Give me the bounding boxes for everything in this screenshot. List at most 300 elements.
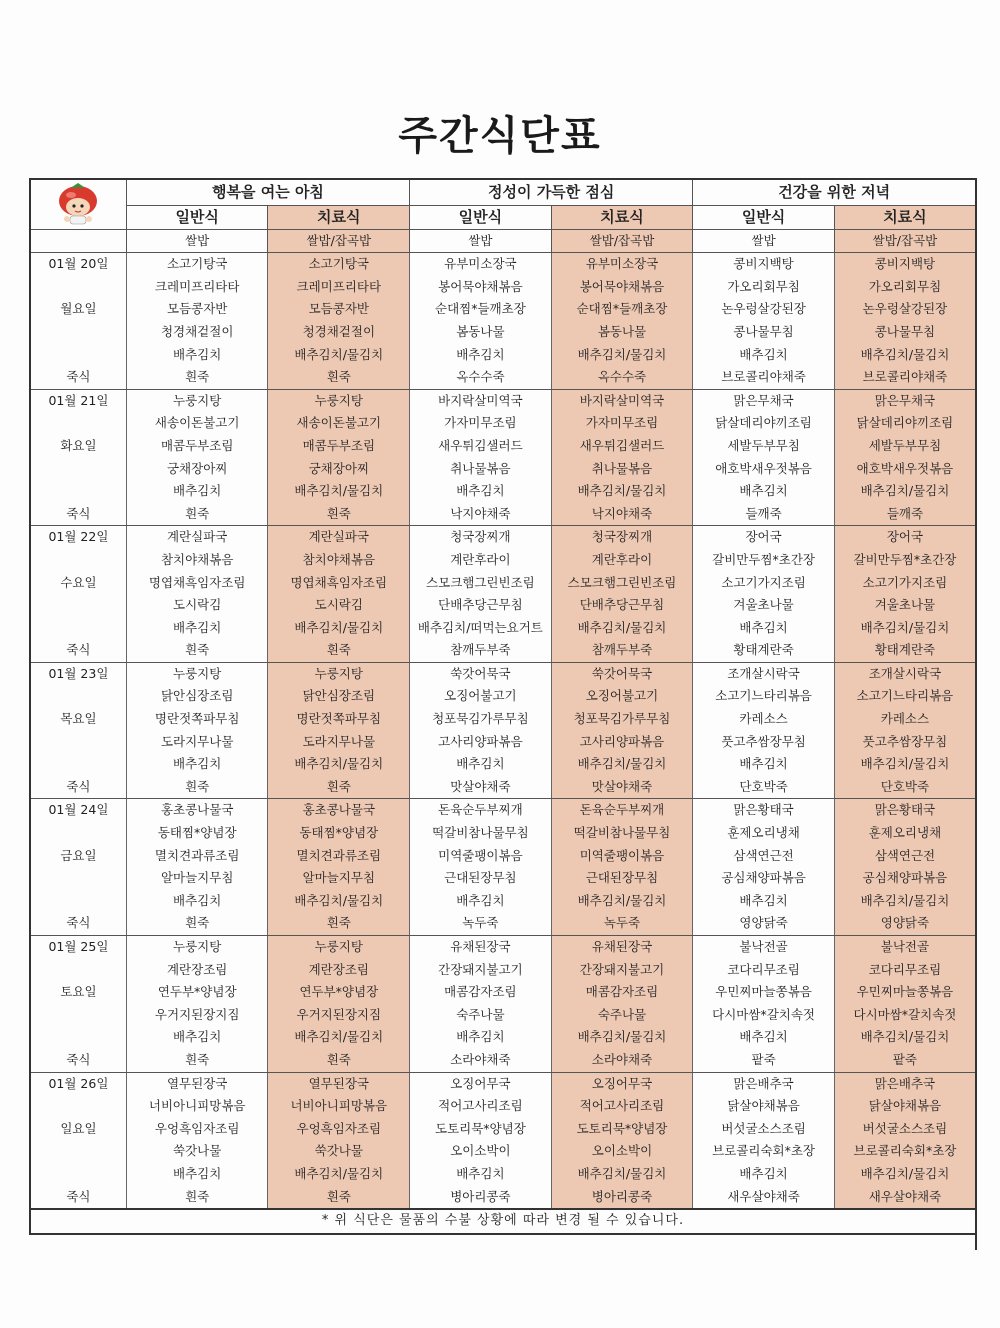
day-cell-empty <box>30 685 126 708</box>
menu-row <box>30 1004 976 1027</box>
menu-item-therapeutic: 궁채장아찌 <box>268 458 410 481</box>
menu-item-therapeutic: 공심채양파볶음 <box>834 867 976 890</box>
menu-item-general: 쑥갓어묵국 <box>410 662 552 685</box>
menu-item-general: 장어국 <box>693 526 835 549</box>
menu-item-general: 흰죽 <box>126 639 268 662</box>
menu-row <box>30 298 976 321</box>
menu-item-therapeutic: 병아리콩죽 <box>551 1186 693 1210</box>
menu-item-general: 닭살데리야끼조림 <box>693 412 835 435</box>
menu-item-general: 세발두부무침 <box>693 435 835 458</box>
menu-item-therapeutic: 오이소박이 <box>551 1140 693 1163</box>
day-weekday: 일요일 <box>30 1118 126 1141</box>
menu-row <box>30 503 976 526</box>
rice-cell: 쌀밥 <box>126 229 268 253</box>
menu-item-general: 쑥갓나물 <box>126 1140 268 1163</box>
menu-row <box>30 776 976 799</box>
porridge-label: 죽식 <box>30 776 126 799</box>
menu-item-general: 배추김치 <box>693 890 835 913</box>
porridge-label: 죽식 <box>30 912 126 935</box>
menu-item-therapeutic: 명란젓쪽파무침 <box>268 708 410 731</box>
menu-item-therapeutic: 너비아니피망볶음 <box>268 1095 410 1118</box>
menu-item-general: 배추김치 <box>410 344 552 367</box>
menu-item-general: 오징어무국 <box>410 1072 552 1095</box>
day-cell-empty <box>30 549 126 572</box>
menu-item-general: 소고기탕국 <box>126 253 268 276</box>
menu-item-general: 흰죽 <box>126 776 268 799</box>
menu-item-general: 소고기가지조림 <box>693 572 835 595</box>
menu-item-therapeutic: 배추김치/물김치 <box>268 617 410 640</box>
day-date: 01월 25일 <box>30 936 126 959</box>
menu-item-general: 멸치견과류조림 <box>126 845 268 868</box>
menu-item-general: 봉어묵야채볶음 <box>410 276 552 299</box>
menu-item-general: 삼색연근전 <box>693 845 835 868</box>
menu-item-therapeutic: 계란실파국 <box>268 526 410 549</box>
menu-item-therapeutic: 고사리양파볶음 <box>551 731 693 754</box>
diet-type-therapeutic: 치료식 <box>551 206 693 230</box>
day-cell-empty <box>30 753 126 776</box>
menu-item-therapeutic: 배추김치/물김치 <box>834 1026 976 1049</box>
rice-cell: 쌀밥/잡곡밥 <box>551 229 693 253</box>
menu-item-general: 갈비만두찜*초간장 <box>693 549 835 572</box>
menu-item-general: 크레미프리타타 <box>126 276 268 299</box>
menu-item-therapeutic: 순대찜*들깨초장 <box>551 298 693 321</box>
menu-item-therapeutic: 누룽지탕 <box>268 662 410 685</box>
menu-row <box>30 867 976 890</box>
menu-item-therapeutic: 흰죽 <box>268 366 410 389</box>
day-weekday: 목요일 <box>30 708 126 731</box>
menu-item-general: 근대된장무침 <box>410 867 552 890</box>
footnote: * 위 식단은 물품의 수불 상황에 따라 변경 될 수 있습니다. <box>30 1209 976 1234</box>
menu-item-therapeutic: 들깨죽 <box>834 503 976 526</box>
menu-item-general: 배추김치 <box>693 617 835 640</box>
menu-row <box>30 1118 976 1141</box>
menu-item-general: 소고기느타리볶음 <box>693 685 835 708</box>
menu-item-general: 배추김치 <box>693 480 835 503</box>
menu-item-therapeutic: 유채된장국 <box>551 936 693 959</box>
menu-item-therapeutic: 적어고사리조림 <box>551 1095 693 1118</box>
menu-item-general: 매콤두부조림 <box>126 435 268 458</box>
menu-item-therapeutic: 동태찜*양념장 <box>268 822 410 845</box>
menu-row <box>30 1186 976 1210</box>
menu-item-therapeutic: 매콤두부조림 <box>268 435 410 458</box>
menu-item-general: 브로콜리숙회*초장 <box>693 1140 835 1163</box>
menu-item-general: 명엽채흑임자조림 <box>126 572 268 595</box>
menu-item-general: 황태계란죽 <box>693 639 835 662</box>
menu-item-therapeutic: 소고기느타리볶음 <box>834 685 976 708</box>
rice-row-label <box>30 229 126 253</box>
menu-item-therapeutic: 도토리묵*양념장 <box>551 1118 693 1141</box>
menu-item-therapeutic: 브로콜리숙회*초장 <box>834 1140 976 1163</box>
edge-mark <box>975 1228 977 1250</box>
diet-type-therapeutic: 치료식 <box>268 206 410 230</box>
menu-row <box>30 389 976 412</box>
menu-item-therapeutic: 오징어불고기 <box>551 685 693 708</box>
menu-item-general: 명란젓쪽파무침 <box>126 708 268 731</box>
day-date: 01월 23일 <box>30 662 126 685</box>
menu-row <box>30 435 976 458</box>
menu-item-general: 청포묵김가루무침 <box>410 708 552 731</box>
day-cell-empty <box>30 1095 126 1118</box>
menu-item-therapeutic: 배추김치/물김치 <box>834 1163 976 1186</box>
menu-row <box>30 799 976 822</box>
menu-item-general: 흰죽 <box>126 912 268 935</box>
menu-row <box>30 890 976 913</box>
day-cell-empty <box>30 412 126 435</box>
menu-row <box>30 572 976 595</box>
menu-item-therapeutic: 배추김치/물김치 <box>268 1163 410 1186</box>
menu-item-general: 알마늘지무침 <box>126 867 268 890</box>
day-weekday: 토요일 <box>30 981 126 1004</box>
menu-item-general: 가자미무조림 <box>410 412 552 435</box>
menu-item-therapeutic: 우엉흑임자조림 <box>268 1118 410 1141</box>
menu-item-general: 도시락김 <box>126 594 268 617</box>
menu-item-general: 누룽지탕 <box>126 389 268 412</box>
menu-item-general: 유채된장국 <box>410 936 552 959</box>
menu-row <box>30 845 976 868</box>
menu-item-general: 배추김치 <box>126 480 268 503</box>
menu-item-general: 들깨죽 <box>693 503 835 526</box>
menu-item-therapeutic: 배추김치/물김치 <box>551 1163 693 1186</box>
day-date: 01월 24일 <box>30 799 126 822</box>
day-date: 01월 20일 <box>30 253 126 276</box>
menu-row <box>30 981 976 1004</box>
menu-item-general: 배추김치 <box>126 1026 268 1049</box>
menu-item-therapeutic: 닭안심장조림 <box>268 685 410 708</box>
menu-item-therapeutic: 돈육순두부찌개 <box>551 799 693 822</box>
menu-item-therapeutic: 배추김치/물김치 <box>551 617 693 640</box>
menu-item-general: 카레소스 <box>693 708 835 731</box>
rice-cell: 쌀밥 <box>693 229 835 253</box>
menu-item-therapeutic: 배추김치/물김치 <box>551 1026 693 1049</box>
menu-item-therapeutic: 단호박죽 <box>834 776 976 799</box>
menu-item-therapeutic: 배추김치/물김치 <box>268 753 410 776</box>
menu-item-general: 모듬콩자반 <box>126 298 268 321</box>
menu-item-general: 낙지야채죽 <box>410 503 552 526</box>
menu-item-therapeutic: 조개살시락국 <box>834 662 976 685</box>
menu-item-therapeutic: 연두부*양념장 <box>268 981 410 1004</box>
menu-item-general: 새송이돈불고기 <box>126 412 268 435</box>
menu-item-general: 흰죽 <box>126 503 268 526</box>
menu-item-general: 적어고사리조림 <box>410 1095 552 1118</box>
menu-item-therapeutic: 맑은배추국 <box>834 1072 976 1095</box>
menu-item-general: 너비아니피망볶음 <box>126 1095 268 1118</box>
menu-item-therapeutic: 매콤감자조림 <box>551 981 693 1004</box>
menu-item-therapeutic: 흰죽 <box>268 776 410 799</box>
menu-item-therapeutic: 취나물볶음 <box>551 458 693 481</box>
menu-item-general: 오징어불고기 <box>410 685 552 708</box>
porridge-label: 죽식 <box>30 1186 126 1210</box>
menu-item-general: 계란실파국 <box>126 526 268 549</box>
menu-item-therapeutic: 배추김치/물김치 <box>268 480 410 503</box>
menu-row <box>30 276 976 299</box>
rice-row <box>30 229 976 253</box>
menu-item-therapeutic: 청국장찌개 <box>551 526 693 549</box>
menu-item-general: 불낙전골 <box>693 936 835 959</box>
day-cell-empty <box>30 890 126 913</box>
rice-cell: 쌀밥 <box>410 229 552 253</box>
menu-item-therapeutic: 명엽채흑임자조림 <box>268 572 410 595</box>
menu-item-therapeutic: 맑은황태국 <box>834 799 976 822</box>
menu-item-therapeutic: 배추김치/물김치 <box>551 480 693 503</box>
menu-item-general: 맑은무채국 <box>693 389 835 412</box>
menu-item-therapeutic: 삼색연근전 <box>834 845 976 868</box>
menu-item-therapeutic: 갈비만두찜*초간장 <box>834 549 976 572</box>
menu-item-therapeutic: 배추김치/물김치 <box>834 617 976 640</box>
footnote-row <box>30 1209 976 1234</box>
menu-item-therapeutic: 쑥갓어묵국 <box>551 662 693 685</box>
menu-item-general: 간장돼지불고기 <box>410 959 552 982</box>
menu-item-general: 청국장찌개 <box>410 526 552 549</box>
menu-item-therapeutic: 카레소스 <box>834 708 976 731</box>
day-cell-empty <box>30 1004 126 1027</box>
menu-item-general: 공심채양파볶음 <box>693 867 835 890</box>
menu-item-general: 병아리콩죽 <box>410 1186 552 1210</box>
menu-item-therapeutic: 코다리무조림 <box>834 959 976 982</box>
menu-row <box>30 753 976 776</box>
menu-item-general: 옥수수죽 <box>410 366 552 389</box>
menu-item-therapeutic: 영양닭죽 <box>834 912 976 935</box>
menu-item-general: 배추김치 <box>126 753 268 776</box>
menu-item-therapeutic: 멸치견과류조림 <box>268 845 410 868</box>
menu-item-therapeutic: 오징어무국 <box>551 1072 693 1095</box>
rice-cell: 쌀밥/잡곡밥 <box>268 229 410 253</box>
menu-row <box>30 639 976 662</box>
menu-row <box>30 685 976 708</box>
menu-item-therapeutic: 흰죽 <box>268 1049 410 1072</box>
day-cell-empty <box>30 617 126 640</box>
menu-item-therapeutic: 도라지무나물 <box>268 731 410 754</box>
menu-item-general: 돈육순두부찌개 <box>410 799 552 822</box>
menu-item-therapeutic: 홍초콩나물국 <box>268 799 410 822</box>
menu-item-therapeutic: 배추김치/물김치 <box>834 344 976 367</box>
menu-item-therapeutic: 닭살야채볶음 <box>834 1095 976 1118</box>
menu-item-therapeutic: 새우튀김샐러드 <box>551 435 693 458</box>
menu-item-general: 배추김치 <box>693 753 835 776</box>
menu-item-therapeutic: 참깨두부죽 <box>551 639 693 662</box>
diet-type-row <box>30 206 976 230</box>
menu-item-therapeutic: 배추김치/물김치 <box>551 890 693 913</box>
menu-item-general: 풋고추쌈장무침 <box>693 731 835 754</box>
menu-item-therapeutic: 버섯굴소스조림 <box>834 1118 976 1141</box>
menu-item-general: 팥죽 <box>693 1049 835 1072</box>
menu-item-general: 배추김치 <box>126 344 268 367</box>
day-cell-empty <box>30 1026 126 1049</box>
menu-item-general: 브로콜리야채죽 <box>693 366 835 389</box>
menu-row <box>30 617 976 640</box>
menu-item-general: 고사리양파볶음 <box>410 731 552 754</box>
menu-item-therapeutic: 배추김치/물김치 <box>834 890 976 913</box>
menu-item-therapeutic: 흰죽 <box>268 912 410 935</box>
menu-item-general: 겨울초나물 <box>693 594 835 617</box>
menu-item-therapeutic: 배추김치/물김치 <box>834 480 976 503</box>
menu-item-general: 다시마쌈*갈치속젓 <box>693 1004 835 1027</box>
day-weekday: 화요일 <box>30 435 126 458</box>
menu-row <box>30 1163 976 1186</box>
menu-item-therapeutic: 장어국 <box>834 526 976 549</box>
menu-row <box>30 526 976 549</box>
meal-header-row <box>30 179 976 206</box>
menu-item-general: 동태찜*양념장 <box>126 822 268 845</box>
menu-item-therapeutic: 소고기가지조림 <box>834 572 976 595</box>
menu-item-therapeutic: 팥죽 <box>834 1049 976 1072</box>
menu-item-general: 흰죽 <box>126 1049 268 1072</box>
menu-item-therapeutic: 다시마쌈*갈치속젓 <box>834 1004 976 1027</box>
menu-row <box>30 366 976 389</box>
menu-item-general: 영양닭죽 <box>693 912 835 935</box>
menu-item-general: 미역줄팽이볶음 <box>410 845 552 868</box>
menu-item-general: 계란장조림 <box>126 959 268 982</box>
menu-item-therapeutic: 낙지야채죽 <box>551 503 693 526</box>
menu-row <box>30 912 976 935</box>
day-weekday: 수요일 <box>30 572 126 595</box>
menu-item-general: 배추김치 <box>410 1163 552 1186</box>
menu-item-therapeutic: 떡갈비참나물무침 <box>551 822 693 845</box>
menu-item-therapeutic: 흰죽 <box>268 1186 410 1210</box>
day-weekday: 월요일 <box>30 298 126 321</box>
menu-item-general: 유부미소장국 <box>410 253 552 276</box>
menu-item-therapeutic: 간장돼지불고기 <box>551 959 693 982</box>
menu-item-therapeutic: 배추김치/물김치 <box>268 1026 410 1049</box>
menu-item-therapeutic: 새송이돈불고기 <box>268 412 410 435</box>
menu-item-general: 배추김치 <box>410 1026 552 1049</box>
tomato-mascot-icon <box>53 181 103 227</box>
menu-item-therapeutic: 소고기탕국 <box>268 253 410 276</box>
menu-item-general: 도토리묵*양념장 <box>410 1118 552 1141</box>
menu-item-general: 연두부*양념장 <box>126 981 268 1004</box>
menu-item-therapeutic: 닭살데리야끼조림 <box>834 412 976 435</box>
menu-row <box>30 708 976 731</box>
porridge-label: 죽식 <box>30 639 126 662</box>
diet-type-therapeutic: 치료식 <box>834 206 976 230</box>
day-cell-empty <box>30 276 126 299</box>
menu-row <box>30 1095 976 1118</box>
menu-item-therapeutic: 훈제오리냉채 <box>834 822 976 845</box>
page-title: 주간식단표 <box>398 113 602 159</box>
menu-item-general: 누룽지탕 <box>126 936 268 959</box>
menu-item-therapeutic: 맑은무채국 <box>834 389 976 412</box>
menu-item-general: 배추김치 <box>126 1163 268 1186</box>
menu-row <box>30 936 976 959</box>
menu-row <box>30 731 976 754</box>
diet-type-general: 일반식 <box>126 206 268 230</box>
menu-item-general: 떡갈비참나물무침 <box>410 822 552 845</box>
menu-item-therapeutic: 녹두죽 <box>551 912 693 935</box>
menu-item-general: 홍초콩나물국 <box>126 799 268 822</box>
menu-item-therapeutic: 모듬콩자반 <box>268 298 410 321</box>
day-cell-empty <box>30 458 126 481</box>
menu-item-general: 소라야채죽 <box>410 1049 552 1072</box>
menu-item-general: 흰죽 <box>126 1186 268 1210</box>
menu-item-general: 맛살야채죽 <box>410 776 552 799</box>
menu-item-general: 녹두죽 <box>410 912 552 935</box>
menu-item-general: 배추김치/떠먹는요거트 <box>410 617 552 640</box>
menu-row <box>30 458 976 481</box>
menu-item-general: 참치야채볶음 <box>126 549 268 572</box>
menu-item-general: 청경채겉절이 <box>126 321 268 344</box>
menu-row <box>30 344 976 367</box>
menu-item-general: 숙주나물 <box>410 1004 552 1027</box>
meal-header-dinner: 건강을 위한 저녁 <box>693 179 976 206</box>
menu-item-therapeutic: 불낙전골 <box>834 936 976 959</box>
menu-item-general: 배추김치 <box>126 617 268 640</box>
menu-item-therapeutic: 흰죽 <box>268 503 410 526</box>
day-cell-empty <box>30 1163 126 1186</box>
menu-item-therapeutic: 황태계란죽 <box>834 639 976 662</box>
menu-item-therapeutic: 근대된장무침 <box>551 867 693 890</box>
menu-item-general: 훈제오리냉채 <box>693 822 835 845</box>
menu-item-therapeutic: 알마늘지무침 <box>268 867 410 890</box>
menu-item-therapeutic: 쑥갓나물 <box>268 1140 410 1163</box>
weekly-menu-table <box>29 178 977 1235</box>
menu-item-therapeutic: 청포묵김가루무침 <box>551 708 693 731</box>
menu-item-general: 배추김치 <box>693 1163 835 1186</box>
day-date: 01월 22일 <box>30 526 126 549</box>
menu-item-general: 배추김치 <box>410 480 552 503</box>
menu-item-therapeutic: 배추김치/물김치 <box>268 890 410 913</box>
meal-header-lunch: 정성이 가득한 점심 <box>410 179 693 206</box>
menu-item-general: 궁채장아찌 <box>126 458 268 481</box>
menu-item-general: 봄동나물 <box>410 321 552 344</box>
day-cell-empty <box>30 321 126 344</box>
menu-item-therapeutic: 누룽지탕 <box>268 936 410 959</box>
menu-item-therapeutic: 배추김치/물김치 <box>551 344 693 367</box>
menu-item-therapeutic: 새우살야채죽 <box>834 1186 976 1210</box>
menu-item-general: 참깨두부죽 <box>410 639 552 662</box>
menu-item-therapeutic: 계란장조림 <box>268 959 410 982</box>
menu-item-general: 오이소박이 <box>410 1140 552 1163</box>
menu-item-therapeutic: 가오리회무침 <box>834 276 976 299</box>
menu-item-general: 배추김치 <box>693 344 835 367</box>
day-cell-empty <box>30 822 126 845</box>
day-date: 01월 26일 <box>30 1072 126 1095</box>
menu-item-therapeutic: 브로콜리야채죽 <box>834 366 976 389</box>
menu-item-therapeutic: 유부미소장국 <box>551 253 693 276</box>
menu-item-therapeutic: 세발두부무침 <box>834 435 976 458</box>
menu-item-general: 버섯굴소스조림 <box>693 1118 835 1141</box>
day-cell-empty <box>30 959 126 982</box>
menu-item-therapeutic: 애호박새우젓볶음 <box>834 458 976 481</box>
menu-item-general: 우엉흑임자조림 <box>126 1118 268 1141</box>
day-cell-empty <box>30 594 126 617</box>
day-cell-empty <box>30 344 126 367</box>
menu-item-therapeutic: 우민찌마늘쫑볶음 <box>834 981 976 1004</box>
porridge-label: 죽식 <box>30 503 126 526</box>
menu-item-therapeutic: 흰죽 <box>268 639 410 662</box>
menu-item-therapeutic: 소라야채죽 <box>551 1049 693 1072</box>
menu-row <box>30 253 976 276</box>
menu-item-therapeutic: 크레미프리타타 <box>268 276 410 299</box>
menu-item-general: 열무된장국 <box>126 1072 268 1095</box>
menu-item-therapeutic: 배추김치/물김치 <box>268 344 410 367</box>
menu-item-general: 흰죽 <box>126 366 268 389</box>
menu-item-general: 스모크햄그린빈조림 <box>410 572 552 595</box>
menu-row <box>30 959 976 982</box>
menu-item-general: 새우살야채죽 <box>693 1186 835 1210</box>
menu-item-general: 배추김치 <box>410 753 552 776</box>
porridge-label: 죽식 <box>30 366 126 389</box>
menu-item-therapeutic: 배추김치/물김치 <box>551 753 693 776</box>
menu-item-general: 조개살시락국 <box>693 662 835 685</box>
diet-type-general: 일반식 <box>693 206 835 230</box>
menu-item-general: 단호박죽 <box>693 776 835 799</box>
menu-item-general: 우거지된장지짐 <box>126 1004 268 1027</box>
menu-item-general: 순대찜*들깨초장 <box>410 298 552 321</box>
menu-item-therapeutic: 누룽지탕 <box>268 389 410 412</box>
menu-row <box>30 480 976 503</box>
menu-row <box>30 549 976 572</box>
menu-item-general: 맑은배추국 <box>693 1072 835 1095</box>
menu-item-general: 계란후라이 <box>410 549 552 572</box>
